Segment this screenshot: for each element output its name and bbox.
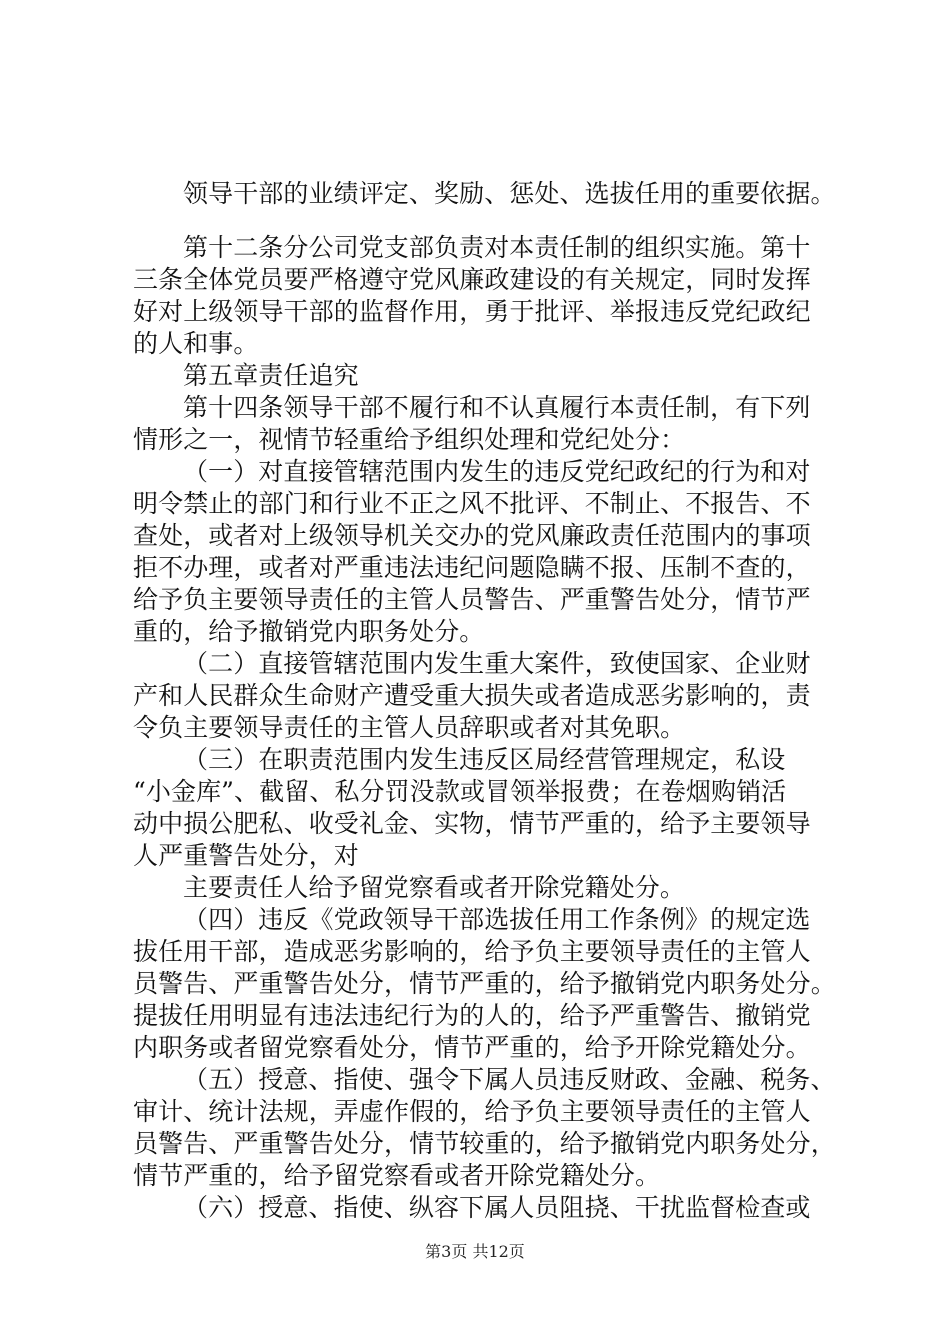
text-line: 第十四条领导干部不履行和不认真履行本责任制，有下列	[183, 393, 811, 422]
text-line: （三）在职责范围内发生违反区局经营管理规定，私设	[183, 745, 786, 774]
text-line: （二）直接管辖范围内发生重大案件，致使国家、企业财	[183, 649, 811, 678]
text-line: 好对上级领导干部的监督作用，勇于批评、举报违反党纪政纪	[133, 297, 811, 326]
text-line: 内职务或者留党察看处分，情节严重的，给予开除党籍处分。	[133, 1033, 811, 1062]
text-line: 查处，或者对上级领导机关交办的党风廉政责任范围内的事项	[133, 521, 811, 550]
text-line: 重的，给予撤销党内职务处分。	[133, 617, 485, 646]
text-line: （六）授意、指使、纵容下属人员阻挠、干扰监督检查或	[183, 1193, 811, 1222]
page-number: 第3页 共12页	[425, 1242, 525, 1261]
text-line: 拔任用干部，造成恶劣影响的，给予负主要领导责任的主管人	[133, 937, 811, 966]
text-line: 情形之一，视情节轻重给予组织处理和党纪处分：	[133, 425, 686, 454]
text-line: 情节严重的，给予留党察看或者开除党籍处分。	[133, 1161, 661, 1190]
text-line: 员警告、严重警告处分，情节较重的，给予撤销党内职务处分，	[133, 1129, 836, 1158]
text-line: 的人和事。	[133, 329, 259, 358]
text-line: 拒不办理，或者对严重违法违纪问题隐瞒不报、压制不查的，	[133, 553, 811, 582]
text-line: 提拔任用明显有违法违纪行为的人的，给予严重警告、撤销党	[133, 1001, 811, 1030]
text-line: 明令禁止的部门和行业不正之风不批评、不制止、不报告、不	[133, 489, 811, 518]
text-line: 给予负主要领导责任的主管人员警告、严重警告处分，情节严	[133, 585, 811, 614]
text-line: “小金库”、截留、私分罚没款或冒领举报费；在卷烟购销活	[133, 777, 787, 806]
text-line: （一）对直接管辖范围内发生的违反党纪政纪的行为和对	[183, 457, 811, 486]
section-heading: 第五章责任追究	[183, 361, 359, 390]
text-line: 三条全体党员要严格遵守党风廉政建设的有关规定，同时发挥	[133, 265, 811, 294]
text-line: （五）授意、指使、强令下属人员违反财政、金融、税务、	[183, 1065, 836, 1094]
text-line: 主要责任人给予留党察看或者开除党籍处分。	[183, 873, 686, 902]
text-line: 动中损公肥私、收受礼金、实物，情节严重的，给予主要领导	[133, 809, 811, 838]
text-line: 令负主要领导责任的主管人员辞职或者对其免职。	[133, 713, 686, 742]
text-line: （四）违反《党政领导干部选拔任用工作条例》的规定选	[183, 905, 811, 934]
text-line: 审计、统计法规，弄虚作假的，给予负主要领导责任的主管人	[133, 1097, 811, 1126]
text-line: 领导干部的业绩评定、奖励、惩处、选拔任用的重要依据。	[183, 179, 836, 208]
text-line: 第十二条分公司党支部负责对本责任制的组织实施。第十	[183, 233, 811, 262]
page-footer	[0, 1242, 950, 1262]
text-line: 人严重警告处分，对	[133, 841, 359, 870]
text-line: 产和人民群众生命财产遭受重大损失或者造成恶劣影响的，责	[133, 681, 811, 710]
text-line: 员警告、严重警告处分，情节严重的，给予撤销党内职务处分。	[133, 969, 836, 998]
